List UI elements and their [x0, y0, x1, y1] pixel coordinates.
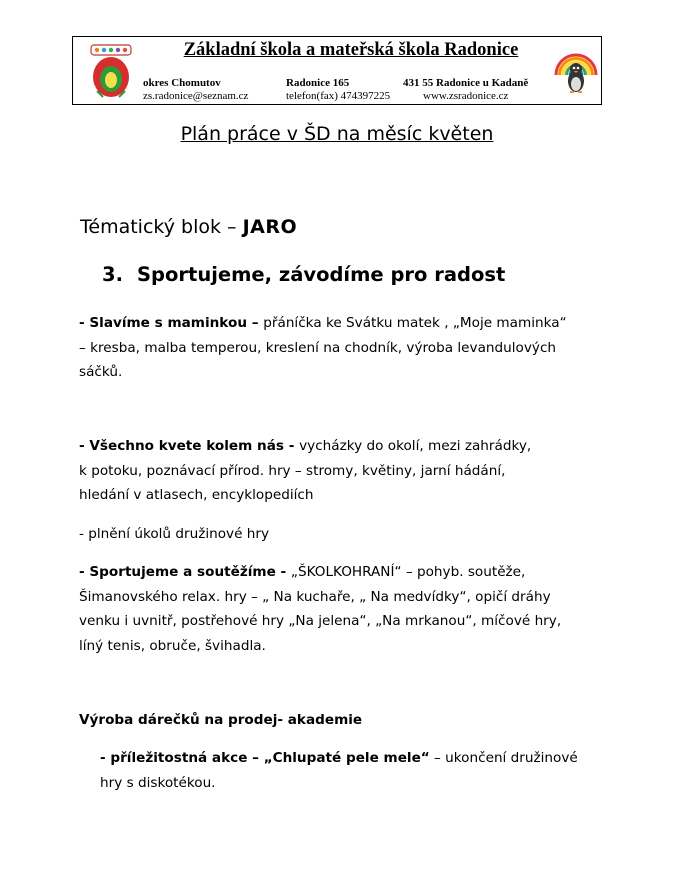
- email: zs.radonice@seznam.cz: [143, 90, 249, 102]
- paragraph-special-event: [100, 746, 578, 795]
- postal-address: 431 55 Radonice u Kadaně: [403, 77, 529, 89]
- website: www.zsradonice.cz: [423, 90, 509, 102]
- paragraph-text: vycházky do okolí, mezi zahrádky,: [299, 438, 532, 454]
- school-logo-icon: [89, 41, 133, 99]
- letterhead: [72, 36, 602, 104]
- activity-title: - příležitostná akce –: [100, 750, 264, 766]
- paragraph-line: venku i uvnitř, postřehové hry „Na jelena“, „Na mrkanou“, míčové hry,: [79, 613, 562, 629]
- paragraph-spring-nature: [79, 434, 531, 508]
- rainbow-logo-icon: [553, 41, 599, 95]
- paragraph-line: sáčků.: [79, 364, 123, 380]
- event-name: „Chlupaté pele mele“: [263, 750, 430, 766]
- theme-label: Tématický blok –: [80, 216, 243, 238]
- district: okres Chomutov: [143, 77, 221, 89]
- section-title: Sportujeme, závodíme pro radost: [136, 263, 506, 286]
- activity-title: - Všechno kvete kolem nás -: [79, 438, 300, 454]
- paragraph-line: Šimanovského relax. hry – „ Na kuchaře, „ Na medvídky“, opičí dráhy: [79, 588, 551, 605]
- paragraph-line: k potoku, poznávací přírod. hry – stromy, květiny, jarní hádání,: [79, 462, 506, 479]
- page-title: Plán práce v ŠD na měsíc květen: [180, 123, 494, 145]
- theme-block: [80, 216, 297, 238]
- paragraph-line: hledání v atlasech, encyklopediích: [79, 487, 314, 503]
- paragraph-line: hry s diskotékou.: [100, 774, 216, 791]
- paragraph-text: – ukončení družinové: [429, 750, 578, 766]
- paragraph-line: líný tenis, obruče, švihadla.: [79, 637, 266, 654]
- paragraph-club-game: [79, 522, 269, 547]
- paragraph-line: – kresba, malba temperou, kreslení na chodník, výroba levandulových: [79, 339, 557, 356]
- school-name: Základní škola a mateřská škola Radonice: [183, 40, 519, 60]
- paragraph-text: „ŠKOLKOHRANÍ“ – pohyb. soutěže,: [290, 564, 526, 580]
- activity-title: - Sportujeme a soutěžíme -: [79, 564, 291, 580]
- section-heading: [102, 263, 505, 286]
- paragraph-mothers-day: [79, 311, 567, 385]
- phone: telefon(fax) 474397225: [286, 90, 391, 102]
- theme-value: JARO: [242, 216, 298, 238]
- paragraph-gifts: [79, 708, 362, 733]
- activity-title: Výroba dárečků na prodej- akademie: [79, 712, 363, 728]
- street-address: Radonice 165: [286, 77, 350, 89]
- paragraph-text: přáníčka ke Svátku matek , „Moje maminka“: [263, 315, 567, 331]
- section-number: 3.: [102, 263, 123, 286]
- activity-title: - Slavíme s maminkou –: [79, 315, 264, 331]
- paragraph-sports: [79, 560, 561, 658]
- paragraph-line: - plnění úkolů družinové hry: [79, 526, 270, 542]
